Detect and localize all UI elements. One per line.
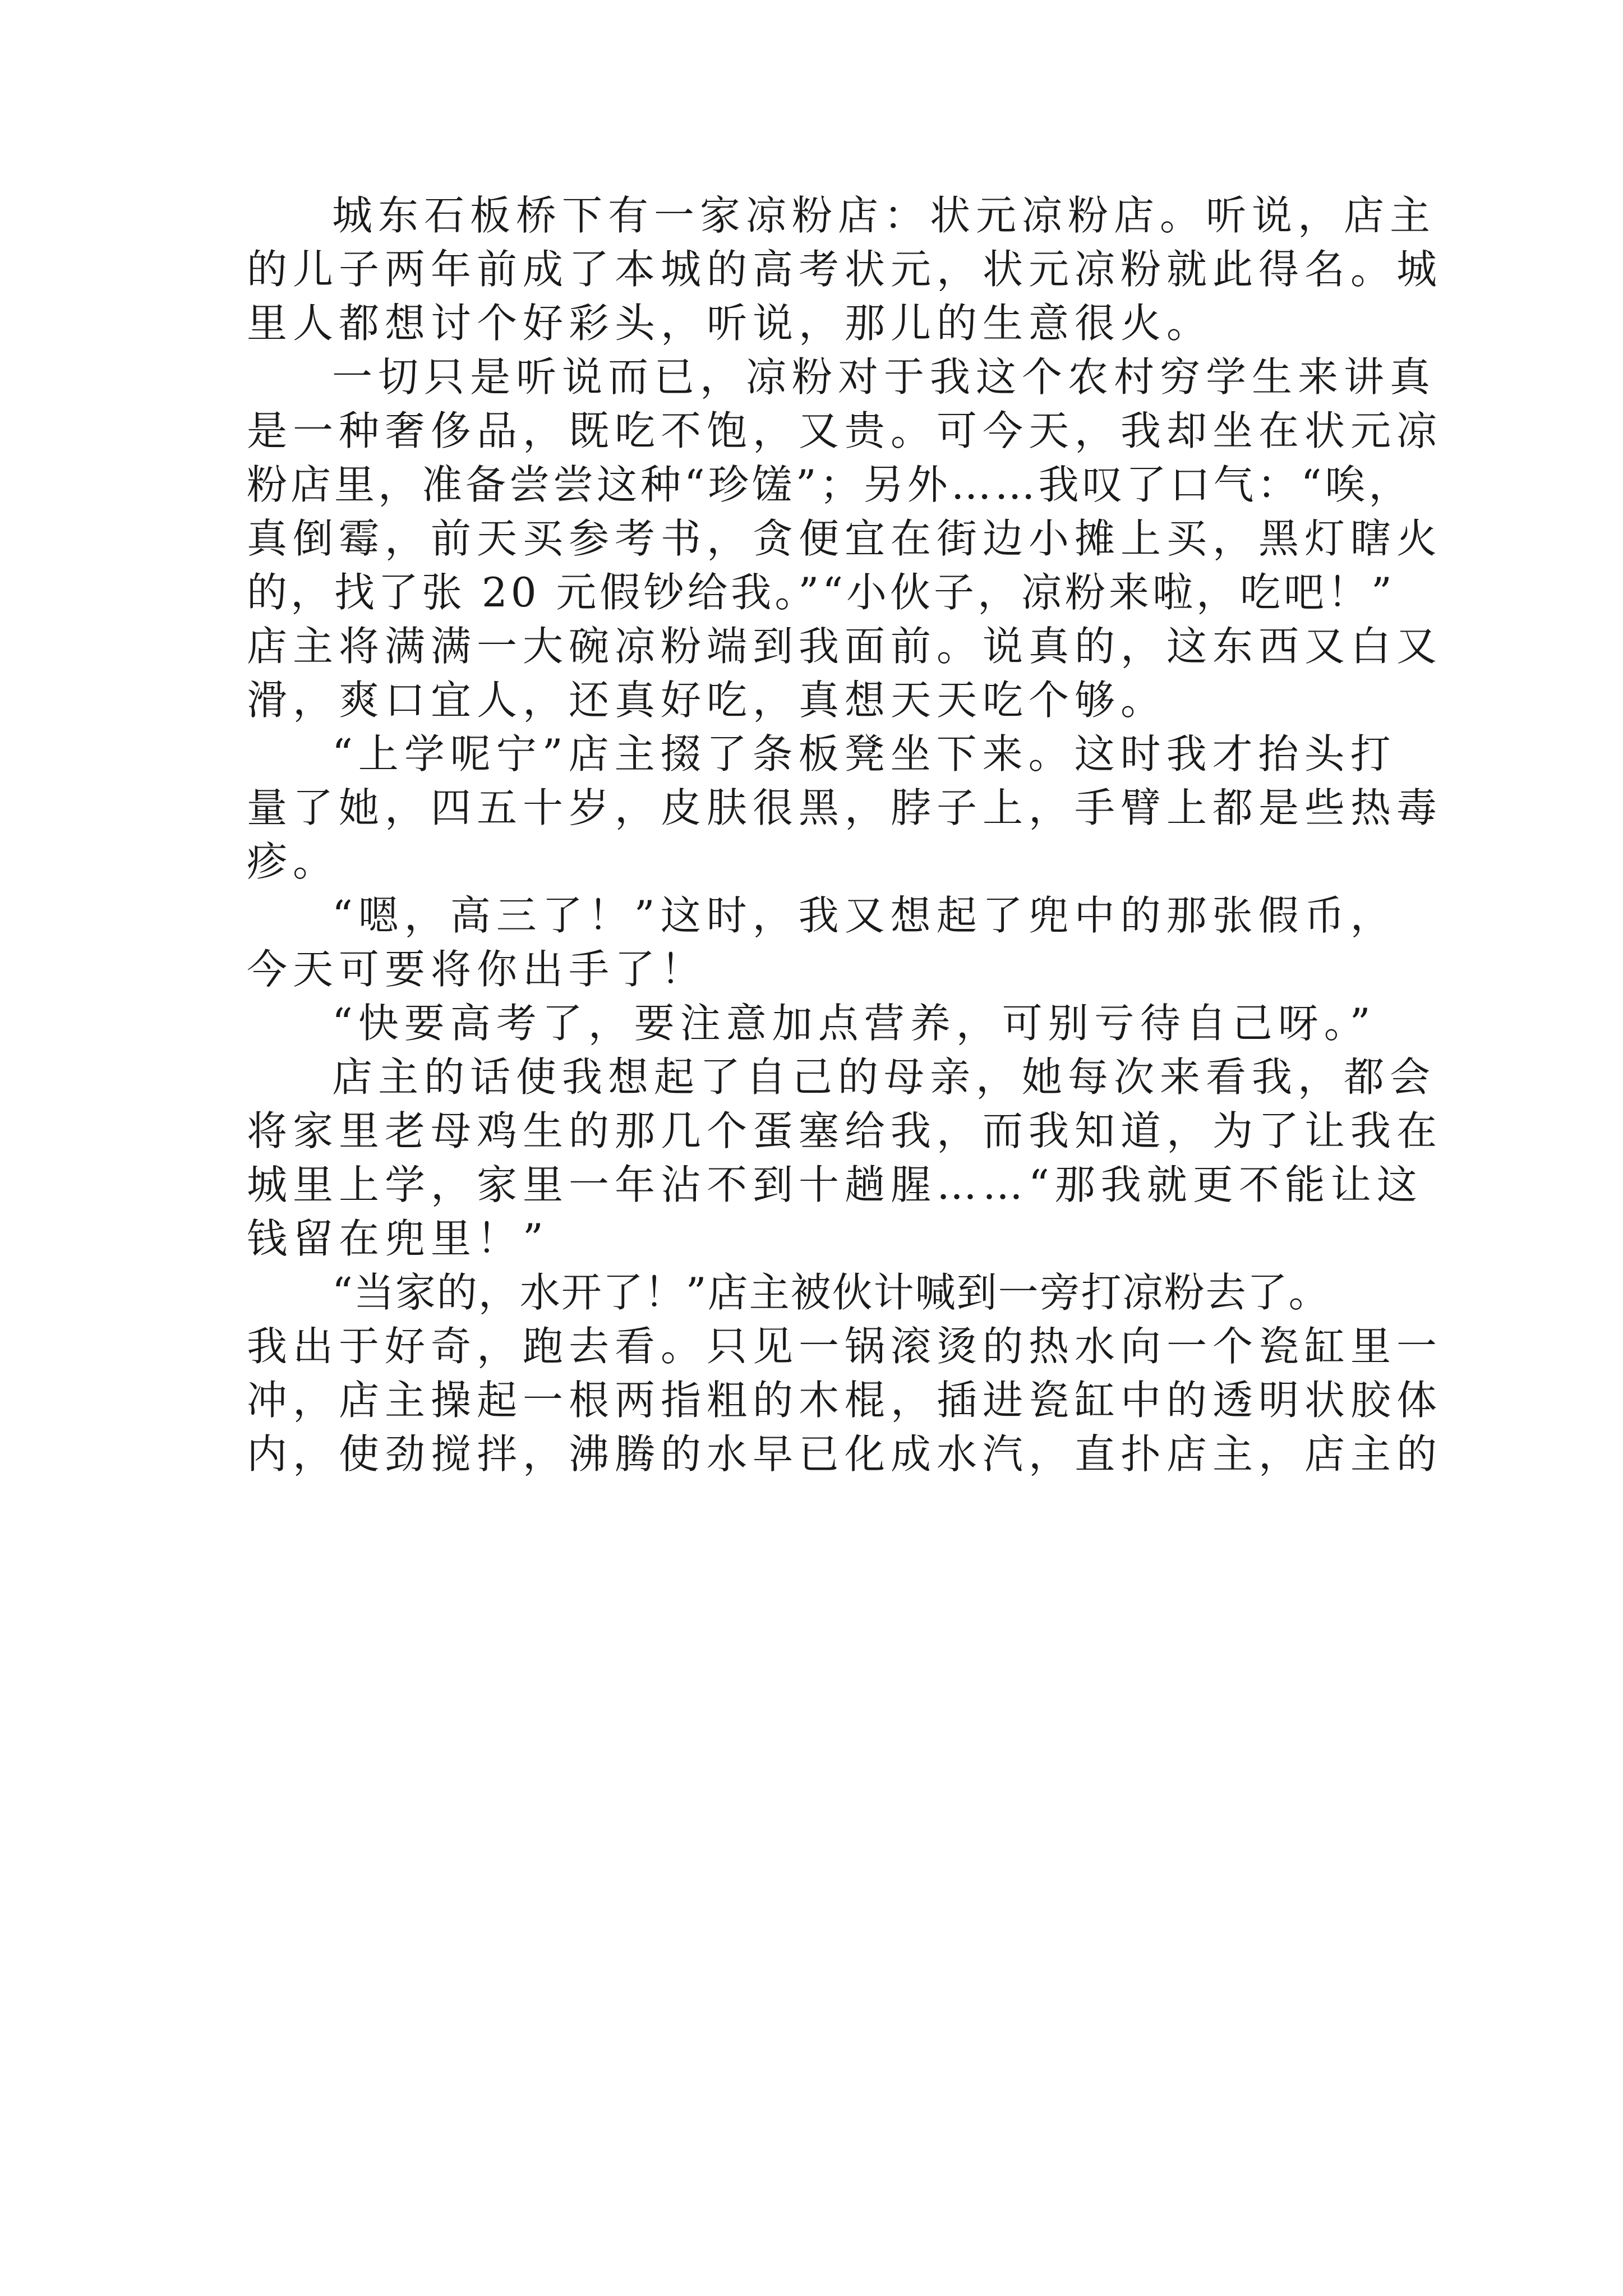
text-line: 真倒霉，前天买参考书，贪便宜在街边小摊上买，黑灯瞎火 [247,515,1443,562]
text-line: 城东石板桥下有一家凉粉店：状元凉粉店。听说，店主 [332,192,1436,239]
text-line: 冲，店主操起一根两指粗的木棍，插进瓷缸中的透明状胶体 [247,1377,1443,1424]
text-line: 今天可要将你出手了！ [247,946,707,993]
text-line: 钱留在兜里！” [247,1215,549,1262]
text-line: 将家里老母鸡生的那几个蛋塞给我，而我知道，为了让我在 [247,1107,1443,1154]
text-line: 的，找了张 20 元假钞给我。”“小伙子，凉粉来啦，吃吧！” [247,569,1395,616]
text-line: 粉店里，准备尝尝这种“珍馐”；另外……我叹了口气：“唉， [247,461,1413,508]
text-line: “上学呢宁”店主掇了条板凳坐下来。这时我才抬头打 [332,730,1396,777]
text-line: 滑，爽口宜人，还真好吃，真想天天吃个够。 [247,677,1167,724]
document-body [247,188,1443,1481]
text-line: 的儿子两年前成了本城的高考状元，状元凉粉就此得名。城 [247,246,1443,293]
text-line: 城里上学，家里一年沾不到十趟腥……“那我就更不能让这 [247,1161,1423,1208]
text-line: 一切只是听说而已，凉粉对于我这个农村穷学生来讲真 [332,353,1436,401]
text-line: “快要高考了，要注意加点营养，可别亏待自己呀。” [332,1000,1376,1047]
text-line: 疹。 [247,838,339,885]
text-line: 店主将满满一大碗凉粉端到我面前。说真的，这东西又白又 [247,623,1443,670]
text-line: 内，使劲搅拌，沸腾的水早已化成水汽，直扑店主，店主的 [247,1430,1443,1478]
text-line: 量了她，四五十岁，皮肤很黑，脖子上，手臂上都是些热毒 [247,784,1443,831]
text-line: 我出于好奇，跑去看。只见一锅滚烫的热水向一个瓷缸里一 [247,1323,1443,1370]
text-line: 里人都想讨个好彩头，听说，那儿的生意很火。 [247,300,1213,347]
text-line: 店主的话使我想起了自己的母亲，她每次来看我，都会 [332,1053,1436,1101]
text-line: “当家的，水开了！”店主被伙计喊到一旁打凉粉去了。 [332,1269,1330,1316]
text-line: 是一种奢侈品，既吃不饱，又贵。可今天，我却坐在状元凉 [247,407,1443,454]
text-line: “嗯，高三了！”这时，我又想起了兜中的那张假币， [332,892,1396,939]
